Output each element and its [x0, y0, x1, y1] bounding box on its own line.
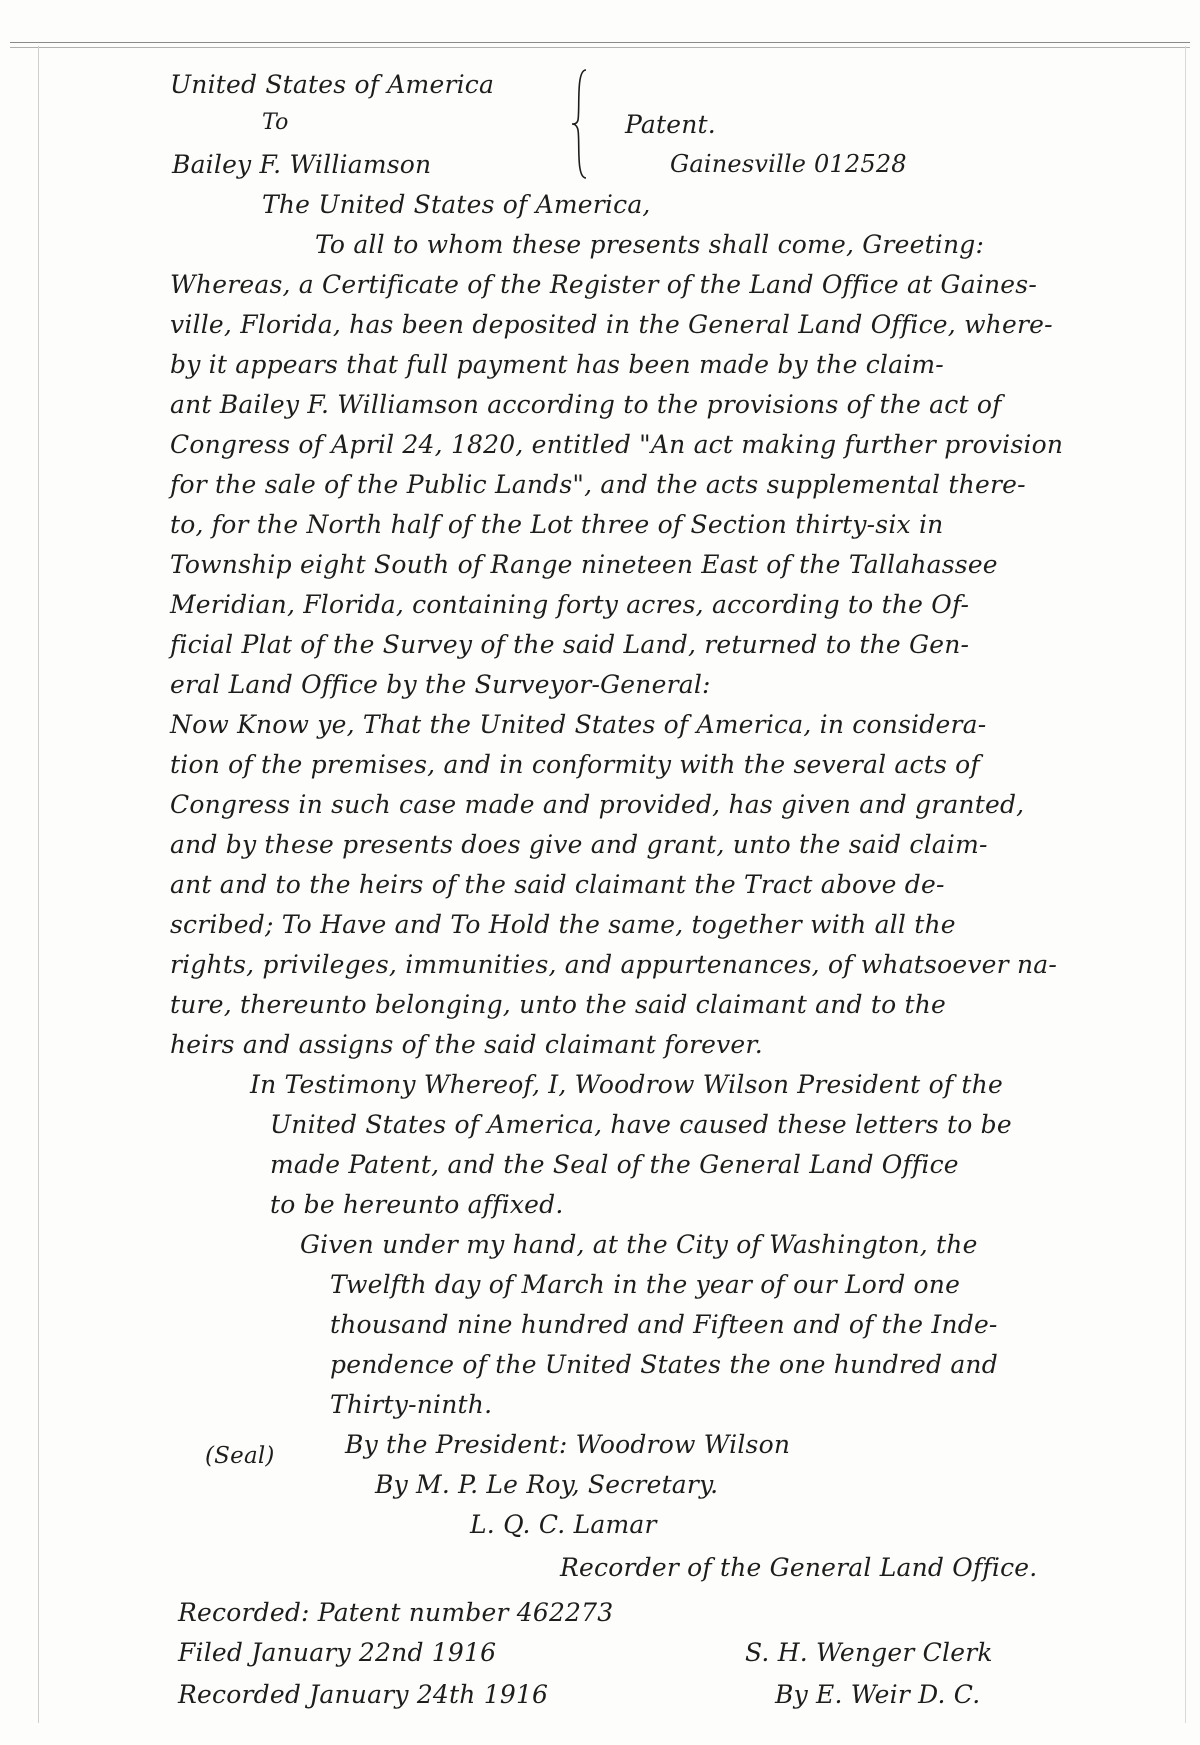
grant-line: scribed; To Have and To Hold the same, together with all the [170, 910, 956, 939]
testimony-line: United States of America, have caused these letters to be [270, 1110, 1012, 1139]
heading-brace [572, 68, 590, 180]
recorder-name: L. Q. C. Lamar [470, 1510, 657, 1539]
recital-line: Township eight South of Range nineteen East of the Tallahassee [170, 550, 998, 579]
document-title: The United States of America, [262, 190, 651, 219]
recital-line: Whereas, a Certificate of the Register of the Land Office at Gaines- [170, 270, 1037, 299]
president-signature: By the President: Woodrow Wilson [345, 1430, 791, 1459]
heading-versus: To [262, 110, 289, 135]
recital-line: by it appears that full payment has been made by the claim- [170, 350, 944, 379]
grant-line: Congress in such case made and provided, has given and granted, [170, 790, 1025, 819]
recorder-title: Recorder of the General Land Office. [560, 1553, 1038, 1582]
left-margin-line [38, 46, 39, 1723]
grant-line: ant and to the heirs of the said claimant the Tract above de- [170, 870, 945, 899]
grant-line: rights, privileges, immunities, and appurtenances, of whatsoever na- [170, 950, 1058, 979]
secretary-signature: By M. P. Le Roy, Secretary. [375, 1470, 719, 1499]
given-line: pendence of the United States the one hundred and [330, 1350, 998, 1379]
grant-line: ture, thereunto belonging, unto the said claimant and to the [170, 990, 947, 1019]
heading-office-number: Gainesville 012528 [670, 150, 907, 178]
testimony-line: to be hereunto affixed. [270, 1190, 564, 1219]
recital-line: Meridian, Florida, containing forty acres, according to the Of- [170, 590, 970, 619]
heading-party-2: Bailey F. Williamson [172, 150, 432, 179]
given-line: Twelfth day of March in the year of our Lord one [330, 1270, 961, 1299]
grant-line: tion of the premises, and in conformity with the several acts of [170, 750, 980, 779]
given-line: thousand nine hundred and Fifteen and of the Inde- [330, 1310, 998, 1339]
seal-mark: (Seal) [205, 1443, 275, 1469]
recital-line: Congress of April 24, 1820, entitled "An act making further provision [170, 430, 1064, 459]
grant-line: and by these presents does give and grant, unto the said claim- [170, 830, 988, 859]
recital-line: ville, Florida, has been deposited in the General Land Office, where- [170, 310, 1053, 339]
testimony-line: In Testimony Whereof, I, Woodrow Wilson President of the [250, 1070, 1003, 1099]
top-rule [10, 42, 1190, 48]
deputy-clerk-signature: By E. Weir D. C. [775, 1680, 981, 1709]
recital-line: to, for the North half of the Lot three of Section thirty-six in [170, 510, 944, 539]
recital-line: ficial Plat of the Survey of the said Land, returned to the Gen- [170, 630, 970, 659]
heading-doc-type: Patent. [625, 110, 716, 139]
testimony-line: made Patent, and the Seal of the General Land Office [270, 1150, 959, 1179]
recital-line: for the sale of the Public Lands", and the acts supplemental there- [170, 470, 1026, 499]
filed-date: Filed January 22nd 1916 [178, 1638, 497, 1667]
right-margin-line [1185, 46, 1186, 1723]
recorded-date: Recorded January 24th 1916 [178, 1680, 549, 1709]
salutation: To all to whom these presents shall come, Greeting: [315, 230, 985, 259]
recital-line: ant Bailey F. Williamson according to the provisions of the act of [170, 390, 1002, 419]
grant-line: Now Know ye, That the United States of America, in considera- [170, 710, 987, 739]
heading-party-1: United States of America [170, 70, 495, 99]
given-line: Given under my hand, at the City of Washington, the [300, 1230, 978, 1259]
recital-line: eral Land Office by the Surveyor-General: [170, 670, 711, 699]
grant-line: heirs and assigns of the said claimant forever. [170, 1030, 763, 1059]
recorded-patent-number: Recorded: Patent number 462273 [178, 1598, 614, 1627]
clerk-signature: S. H. Wenger Clerk [745, 1638, 993, 1667]
given-line: Thirty-ninth. [330, 1390, 493, 1419]
